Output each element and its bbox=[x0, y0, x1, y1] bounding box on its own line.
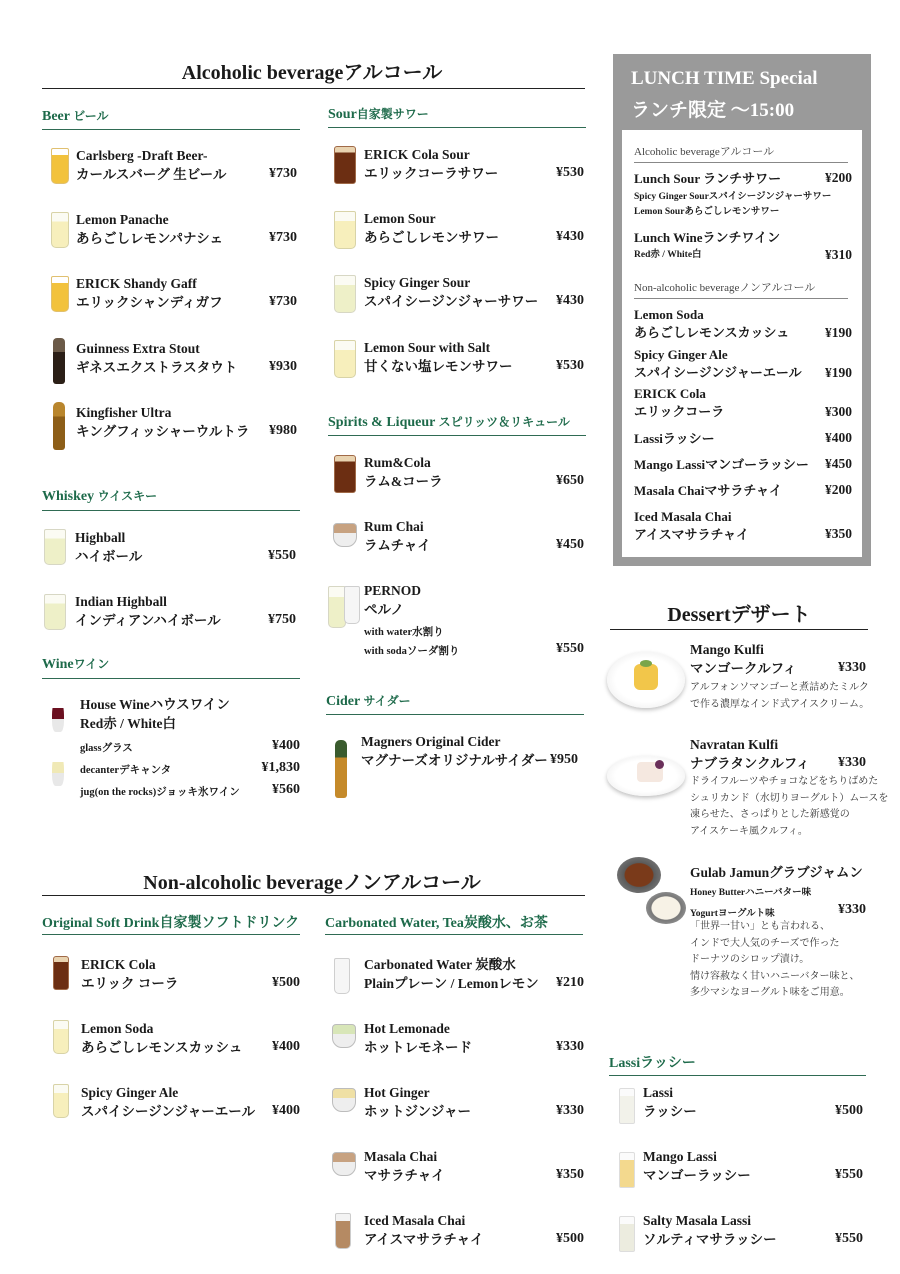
menu-item: Salty Masala Lassi ソルティマサラッシー bbox=[643, 1213, 777, 1247]
lunch-panel bbox=[622, 130, 862, 557]
beer-glass-icon bbox=[51, 148, 69, 184]
price: ¥500 bbox=[556, 1231, 584, 1246]
dessert-option: Yogurtヨーグルト味 bbox=[690, 909, 775, 919]
lunch-alcohol-heading: Alcoholic beverageアルコール bbox=[634, 146, 775, 158]
price: ¥400 bbox=[272, 738, 300, 753]
menu-item: Mango Lassi マンゴーラッシー bbox=[643, 1149, 751, 1183]
lunch-item: Mango Lassiマンゴーラッシー bbox=[634, 457, 809, 472]
price: ¥500 bbox=[835, 1103, 863, 1118]
chai-cup-icon bbox=[333, 523, 357, 547]
divider bbox=[325, 934, 583, 935]
highball-glass-icon bbox=[44, 594, 66, 630]
price: ¥550 bbox=[835, 1231, 863, 1246]
price: ¥560 bbox=[272, 782, 300, 797]
menu-item: Mango Kulfi マンゴークルフィ bbox=[690, 642, 797, 676]
price: ¥350 bbox=[825, 526, 852, 541]
divider bbox=[42, 934, 300, 935]
wine-heading: Wineワイン bbox=[42, 657, 110, 672]
price: ¥730 bbox=[269, 294, 297, 309]
spirits-heading: Spirits & Liqueur スピリッツ＆リキュール bbox=[328, 415, 570, 430]
yogurt-bowl-icon bbox=[646, 892, 686, 924]
price: ¥930 bbox=[269, 359, 297, 374]
lassi-heading: Lassiラッシー bbox=[609, 1056, 696, 1071]
price: ¥210 bbox=[556, 975, 584, 990]
price: ¥530 bbox=[556, 358, 584, 373]
price: ¥310 bbox=[825, 247, 852, 262]
iced-chai-glass-icon bbox=[335, 1213, 351, 1249]
dessert-description: 「世界一甘い」とも言われる、 インドで大人気のチーズで作った ドーナツのシロップ漬け。 情け容赦なく甘いハニーバター味と、 多少マシなヨーグルト味をご用意。 bbox=[690, 921, 860, 998]
menu-item: Lemon Sour あらごしレモンサワー bbox=[364, 211, 499, 245]
menu-item: Lassi ラッシー bbox=[643, 1085, 697, 1119]
menu-item: House Wineハウスワイン Red赤 / White白 bbox=[80, 697, 230, 731]
price: ¥530 bbox=[556, 165, 584, 180]
navratan-kulfi-plate-icon bbox=[607, 756, 685, 796]
cider-bottle-icon bbox=[335, 740, 347, 798]
water-glass-icon bbox=[334, 958, 350, 994]
dessert-description: ドライフルーツやチョコなどをちりばめた シュリカンド（水切りヨーグルト）ムースを 凍らせた、さっぱりとした新感覚の アイスケーキ風クルフィ。 bbox=[690, 776, 889, 837]
menu-item: Lemon Sour with Salt 甘くない塩レモンサワー bbox=[364, 340, 513, 374]
price: ¥500 bbox=[272, 975, 300, 990]
mango-lassi-glass-icon bbox=[619, 1152, 635, 1188]
price: ¥330 bbox=[838, 902, 866, 917]
divider bbox=[42, 88, 585, 89]
beer-glass-icon bbox=[51, 212, 69, 248]
whiskey-heading: Whiskey ウイスキー bbox=[42, 489, 158, 504]
price: ¥200 bbox=[825, 170, 852, 185]
price: ¥730 bbox=[269, 166, 297, 181]
mint-leaf-icon bbox=[640, 660, 652, 667]
menu-item: Lemon Panache あらごしレモンパナシェ bbox=[76, 212, 224, 246]
menu-item: Navratan Kulfi ナブラタンクルフィ bbox=[690, 737, 810, 771]
price: ¥330 bbox=[838, 660, 866, 675]
pernod-option: with sodaソーダ割り bbox=[364, 646, 460, 657]
menu-item: Hot Lemonade ホットレモネード bbox=[364, 1021, 472, 1055]
menu-item: Rum Chai ラムチャイ bbox=[364, 519, 431, 553]
ginger-ale-glass-icon bbox=[53, 1084, 69, 1118]
lunch-item: Masala Chaiマサラチャイ bbox=[634, 483, 783, 498]
menu-item: Hot Ginger ホットジンジャー bbox=[364, 1085, 472, 1119]
price: ¥950 bbox=[550, 752, 578, 767]
menu-item: ERICK Cola エリック コーラ bbox=[81, 957, 179, 991]
cola-glass-icon bbox=[53, 956, 69, 990]
menu-item: ERICK Shandy Gaff エリックシャンディガフ bbox=[76, 276, 223, 310]
price: ¥550 bbox=[835, 1167, 863, 1182]
dessert-title: Dessertデザート bbox=[667, 604, 811, 626]
beer-glass-icon bbox=[51, 276, 69, 312]
dessert-description: アルフォンソマンゴーと煮詰めたミルク で作る濃厚なインド式アイスクリーム。 bbox=[690, 682, 870, 710]
lunch-item: ERICK Cola エリックコーラ bbox=[634, 386, 725, 419]
sour-glass-icon bbox=[334, 340, 356, 378]
lunch-item: Lemon Soda あらごしレモンスカッシュ bbox=[634, 307, 790, 340]
divider bbox=[634, 162, 848, 163]
wine-option: glassグラス bbox=[80, 743, 133, 754]
divider bbox=[42, 129, 300, 130]
price: ¥330 bbox=[556, 1103, 584, 1118]
price: ¥300 bbox=[825, 404, 852, 419]
divider bbox=[328, 127, 586, 128]
berry-icon bbox=[655, 760, 664, 769]
price: ¥1,830 bbox=[261, 760, 300, 775]
menu-item: Spicy Ginger Sour スパイシージンジャーサワー bbox=[364, 275, 539, 309]
price: ¥550 bbox=[556, 641, 584, 656]
price: ¥550 bbox=[268, 548, 296, 563]
soda-glass-icon bbox=[53, 1020, 69, 1054]
lassi-glass-icon bbox=[619, 1088, 635, 1124]
price: ¥190 bbox=[825, 365, 852, 380]
alcohol-title: Alcoholic beverageアルコール bbox=[181, 62, 443, 84]
sour-glass-icon bbox=[334, 211, 356, 249]
pernod-option: with water水割り bbox=[364, 627, 444, 638]
lemonade-cup-icon bbox=[332, 1024, 356, 1048]
salty-lassi-glass-icon bbox=[619, 1216, 635, 1252]
lunch-item: Lassiラッシー bbox=[634, 431, 715, 446]
dessert-option: Honey Butterハニーバター味 bbox=[690, 888, 812, 898]
red-wine-glass-icon bbox=[52, 698, 64, 732]
menu-item: Lemon Soda あらごしレモンスカッシュ bbox=[81, 1021, 243, 1055]
lunch-item: Spicy Ginger Ale スパイシージンジャーエール bbox=[634, 347, 802, 380]
lunch-title: LUNCH TIME Special bbox=[631, 68, 818, 89]
cola-glass-icon bbox=[334, 455, 356, 493]
price: ¥400 bbox=[272, 1103, 300, 1118]
highball-glass-icon bbox=[44, 529, 66, 565]
cola-glass-icon bbox=[334, 146, 356, 184]
white-wine-glass-icon bbox=[52, 752, 64, 786]
lunch-item: Iced Masala Chai アイスマサラチャイ bbox=[634, 509, 750, 542]
stout-bottle-icon bbox=[53, 338, 65, 384]
menu-item: Rum&Cola ラム&コーラ bbox=[364, 455, 443, 489]
sour-heading: Sour自家製サワー bbox=[328, 107, 429, 122]
divider bbox=[609, 1075, 866, 1076]
price: ¥980 bbox=[269, 423, 297, 438]
chai-cup-icon bbox=[332, 1152, 356, 1176]
soft-drink-heading: Original Soft Drink自家製ソフトドリンク bbox=[42, 916, 300, 931]
divider bbox=[42, 895, 585, 896]
price: ¥730 bbox=[269, 230, 297, 245]
mango-kulfi-plate-icon bbox=[607, 652, 685, 708]
divider bbox=[634, 298, 848, 299]
menu-item: Kingfisher Ultra キングフィッシャーウルトラ bbox=[76, 405, 250, 439]
sour-glass-icon bbox=[334, 275, 356, 313]
beer-bottle-icon bbox=[53, 402, 65, 450]
nonalc-title: Non-alcoholic beverageノンアルコール bbox=[143, 872, 481, 894]
menu-item: Magners Original Cider マグナーズオリジナルサイダー bbox=[361, 734, 548, 768]
divider bbox=[328, 435, 586, 436]
water-glass-icon bbox=[344, 586, 360, 624]
divider bbox=[610, 629, 868, 630]
price: ¥430 bbox=[556, 229, 584, 244]
divider bbox=[326, 714, 584, 715]
wine-option: decanterデキャンタ bbox=[80, 765, 172, 776]
menu-item: Gulab Jamunグラブジャムン bbox=[690, 865, 863, 880]
divider bbox=[42, 678, 300, 679]
lunch-special-box bbox=[613, 54, 871, 566]
beer-heading: Beer ビール bbox=[42, 109, 109, 124]
menu-item: Masala Chai マサラチャイ bbox=[364, 1149, 445, 1183]
menu-item: Carbonated Water 炭酸水 Plainプレーン / Lemonレモン bbox=[364, 957, 539, 991]
cider-heading: Cider サイダー bbox=[326, 694, 411, 709]
price: ¥200 bbox=[825, 482, 852, 497]
lunch-note: Spicy Ginger Sourスパイシージンジャーサワー bbox=[634, 192, 832, 202]
menu-item: ERICK Cola Sour エリックコーラサワー bbox=[364, 147, 499, 181]
menu-item: PERNOD ペルノ bbox=[364, 583, 421, 617]
menu-item: Indian Highball インディアンハイボール bbox=[75, 594, 221, 628]
menu-item: Spicy Ginger Ale スパイシージンジャーエール bbox=[81, 1085, 256, 1119]
price: ¥430 bbox=[556, 293, 584, 308]
lunch-wine: Lunch Wineランチワイン bbox=[634, 230, 781, 245]
menu-item: Highball ハイボール bbox=[75, 530, 143, 564]
lunch-note: Lemon Sourあらごしレモンサワー bbox=[634, 207, 780, 217]
price: ¥450 bbox=[556, 537, 584, 552]
lunch-subtitle: ランチ限定 〜15:00 bbox=[631, 100, 795, 121]
price: ¥750 bbox=[268, 612, 296, 627]
menu-item: Iced Masala Chai アイスマサラチャイ bbox=[364, 1213, 484, 1247]
gulab-jamun-bowl-icon bbox=[617, 857, 661, 893]
menu-item: Guinness Extra Stout ギネスエクストラスタウト bbox=[76, 341, 238, 375]
price: ¥400 bbox=[272, 1039, 300, 1054]
carbonated-heading: Carbonated Water, Tea炭酸水、お茶 bbox=[325, 916, 548, 931]
price: ¥330 bbox=[838, 755, 866, 770]
divider bbox=[42, 510, 300, 511]
lunch-sour: Lunch Sour ランチサワー bbox=[634, 171, 782, 186]
ginger-cup-icon bbox=[332, 1088, 356, 1112]
price: ¥350 bbox=[556, 1167, 584, 1182]
price: ¥450 bbox=[825, 456, 852, 471]
price: ¥190 bbox=[825, 325, 852, 340]
kulfi-icon bbox=[634, 664, 658, 690]
wine-option: jug(on the rocks)ジョッキ氷ワイン bbox=[80, 787, 240, 798]
menu-item: Carlsberg -Draft Beer- カールスバーグ 生ビール bbox=[76, 148, 227, 182]
lunch-nonalc-heading: Non-alcoholic beverageノンアルコール bbox=[634, 282, 816, 294]
price: ¥330 bbox=[556, 1039, 584, 1054]
price: ¥650 bbox=[556, 473, 584, 488]
price: ¥400 bbox=[825, 430, 852, 445]
lunch-note: Red赤 / White白 bbox=[634, 250, 702, 260]
